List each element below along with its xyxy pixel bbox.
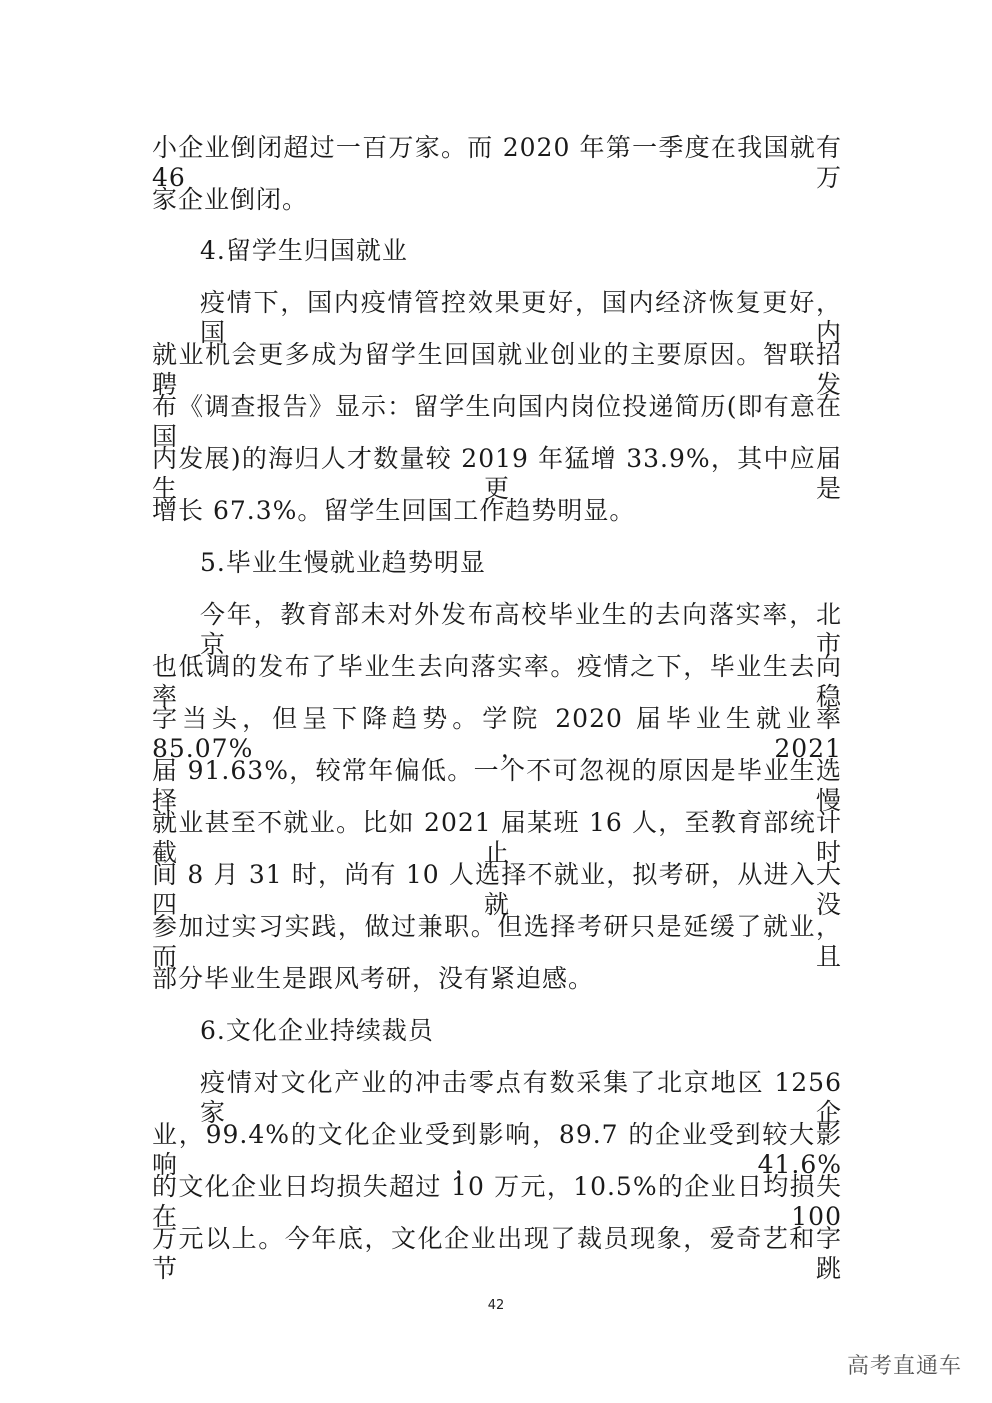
body-line: 疫情对文化产业的冲击零点有数采集了北京地区 1256 家企 xyxy=(200,1068,842,1127)
section-heading: 6.文化企业持续裁员 xyxy=(200,1016,434,1045)
body-line: 也低调的发布了毕业生去向落实率。疫情之下，毕业生去向率稳 xyxy=(152,652,842,711)
body-line: 小企业倒闭超过一百万家。而 2020 年第一季度在我国就有 46 万 xyxy=(152,133,842,192)
body-line: 字当头，但呈下降趋势。学院 2020 届毕业生就业率 85.07%，2021 xyxy=(152,704,842,763)
section-heading: 5.毕业生慢就业趋势明显 xyxy=(200,548,486,577)
body-line: 届 91.63%，较常年偏低。一个不可忽视的原因是毕业生选择慢 xyxy=(152,756,842,815)
body-line: 家企业倒闭。 xyxy=(152,185,309,214)
body-line: 布《调查报告》显示：留学生向国内岗位投递简历(即有意在国 xyxy=(152,392,842,451)
watermark: 高考直通车 xyxy=(846,1354,962,1379)
body-line: 内发展)的海归人才数量较 2019 年猛增 33.9%，其中应届生更是 xyxy=(152,444,842,503)
body-line: 参加过实习实践，做过兼职。但选择考研只是延缓了就业，而且 xyxy=(152,912,842,971)
body-line: 间 8 月 31 时，尚有 10 人选择不就业，拟考研，从进入大四就没 xyxy=(152,860,842,919)
body-line: 疫情下，国内疫情管控效果更好，国内经济恢复更好，国内 xyxy=(200,288,842,347)
body-line: 部分毕业生是跟风考研，没有紧迫感。 xyxy=(152,964,595,993)
section-heading: 4.留学生归国就业 xyxy=(200,236,408,265)
body-line: 万元以上。今年底，文化企业出现了裁员现象，爱奇艺和字节跳 xyxy=(152,1224,842,1283)
body-line: 的文化企业日均损失超过 10 万元，10.5%的企业日均损失在 100 xyxy=(152,1172,842,1231)
body-line: 增长 67.3%。留学生回国工作趋势明显。 xyxy=(152,496,636,525)
body-line: 就业甚至不就业。比如 2021 届某班 16 人，至教育部统计截止时 xyxy=(152,808,842,867)
body-line: 今年，教育部未对外发布高校毕业生的去向落实率，北京市 xyxy=(200,600,842,659)
body-line: 业，99.4%的文化企业受到影响，89.7 的企业受到较大影响，41.6% xyxy=(152,1120,842,1179)
page-number: 42 xyxy=(487,1298,505,1313)
body-line: 就业机会更多成为留学生回国就业创业的主要原因。智联招聘发 xyxy=(152,340,842,399)
